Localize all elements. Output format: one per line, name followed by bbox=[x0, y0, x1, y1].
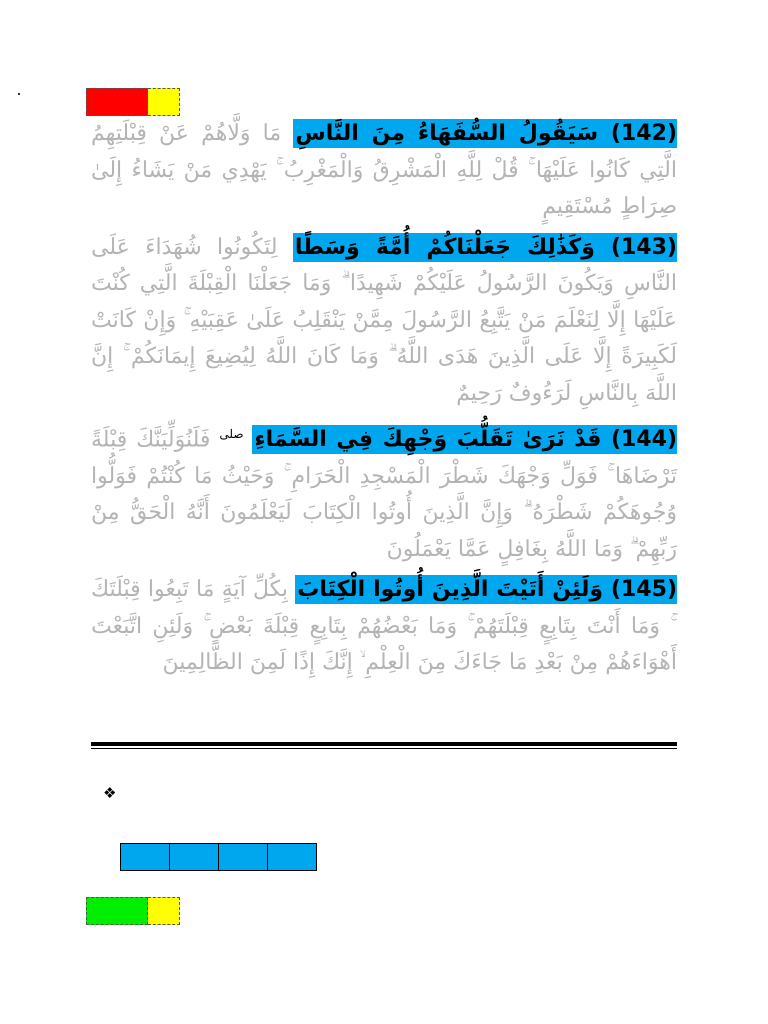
red-tag-segment bbox=[86, 88, 148, 116]
pause-mark: صلى bbox=[219, 427, 244, 441]
verse-145 bbox=[91, 572, 677, 682]
answer-boxes bbox=[120, 843, 317, 871]
verse-text: مَا وَلَّاهُمْ عَنْ قِبْلَتِهِمُ الَّتِي كَانُوا عَلَيْهَا ۚ قُلْ لِلَّهِ الْمَشْرِقُ وَالْمَغْرِبُ ۚ يَهْدِي مَنْ يَشَاءُ إِلَىٰ صِرَاطٍ مُسْتَقِيمٍ bbox=[91, 121, 677, 219]
answer-box[interactable] bbox=[121, 844, 170, 870]
verses-block bbox=[91, 116, 677, 686]
verse-text: بِكُلِّ آيَةٍ مَا تَبِعُوا قِبْلَتَكَ ۚ وَمَا أَنْتَ بِتَابِعٍ قِبْلَتَهُمْ ۚ وَمَا بَعْضُهُمْ بِتَابِعٍ قِبْلَةَ بَعْضٍ ۚ وَلَئِنِ اتَّبَعْتَ أَهْوَاءَهُمْ مِنْ بَعْدِ مَا جَاءَكَ مِنَ الْعِلْمِ ۙ إِنَّكَ إِذًا لَمِنَ الظَّالِمِينَ bbox=[91, 577, 677, 676]
verse-143 bbox=[91, 230, 677, 413]
yellow-tag-segment bbox=[148, 88, 180, 116]
verse-text: فَلَنُوَلِّيَنَّكَ قِبْلَةً تَرْضَاهَا ۚ فَوَلِّ وَجْهَكَ شَطْرَ الْمَسْجِدِ الْحَرَامِ ۚ وَحَيْثُ مَا كُنْتُمْ فَوَلُّوا وُجُوهَكُمْ شَطْرَهُ ۗ وَإِنَّ الَّذِينَ أُوتُوا الْكِتَابَ لَيَعْلَمُونَ أَنَّهُ الْحَقُّ مِنْ رَبِّهِمْ ۗ وَمَا اللَّهُ بِغَافِلٍ عَمَّا يَعْمَلُونَ bbox=[91, 427, 677, 562]
verse-heading: (145) وَلَئِنْ أَتَيْتَ الَّذِينَ أُوتُوا الْكِتَابَ bbox=[297, 577, 677, 603]
verse-heading: (142) سَيَقُولُ السُّفَهَاءُ مِنَ النَّاسِ bbox=[295, 121, 677, 146]
verse-144 bbox=[91, 416, 677, 568]
bottom-color-tag bbox=[86, 897, 180, 925]
top-color-tag bbox=[86, 88, 180, 116]
verse-142 bbox=[91, 116, 677, 226]
separator-line-thick bbox=[91, 742, 677, 746]
verse-heading: (144) قَدْ نَرَىٰ تَقَلُّبَ وَجْهِكَ فِي السَّمَاءِ bbox=[254, 427, 677, 453]
separator-line-thin bbox=[91, 748, 677, 749]
verse-text: لِتَكُونُوا شُهَدَاءَ عَلَى النَّاسِ وَيَكُونَ الرَّسُولُ عَلَيْكُمْ شَهِيدًا ۗ وَمَا جَعَلْنَا الْقِبْلَةَ الَّتِي كُنْتَ عَلَيْهَا إِلَّا لِنَعْلَمَ مَنْ يَتَّبِعُ الرَّسُولَ مِمَّنْ يَنْقَلِبُ عَلَىٰ عَقِبَيْهِ ۚ وَإِنْ كَانَتْ لَكَبِيرَةً إِلَّا عَلَى الَّذِينَ هَدَى اللَّهُ ۗ وَمَا كَانَ اللَّهُ لِيُضِيعَ إِيمَانَكُمْ ۚ إِنَّ اللَّهَ بِالنَّاسِ لَرَءُوفٌ رَحِيمٌ bbox=[91, 234, 677, 406]
stray-dot bbox=[18, 93, 20, 95]
yellow-tag-segment bbox=[148, 897, 180, 925]
green-tag-segment bbox=[86, 897, 148, 925]
answer-box[interactable] bbox=[268, 844, 316, 870]
answer-box[interactable] bbox=[170, 844, 219, 870]
answer-box[interactable] bbox=[219, 844, 268, 870]
verse-heading: (143) وَكَذَٰلِكَ جَعَلْنَاكُمْ أُمَّةً وَسَطًا bbox=[294, 234, 677, 260]
diamond-bullet-icon: ❖ bbox=[103, 784, 117, 802]
